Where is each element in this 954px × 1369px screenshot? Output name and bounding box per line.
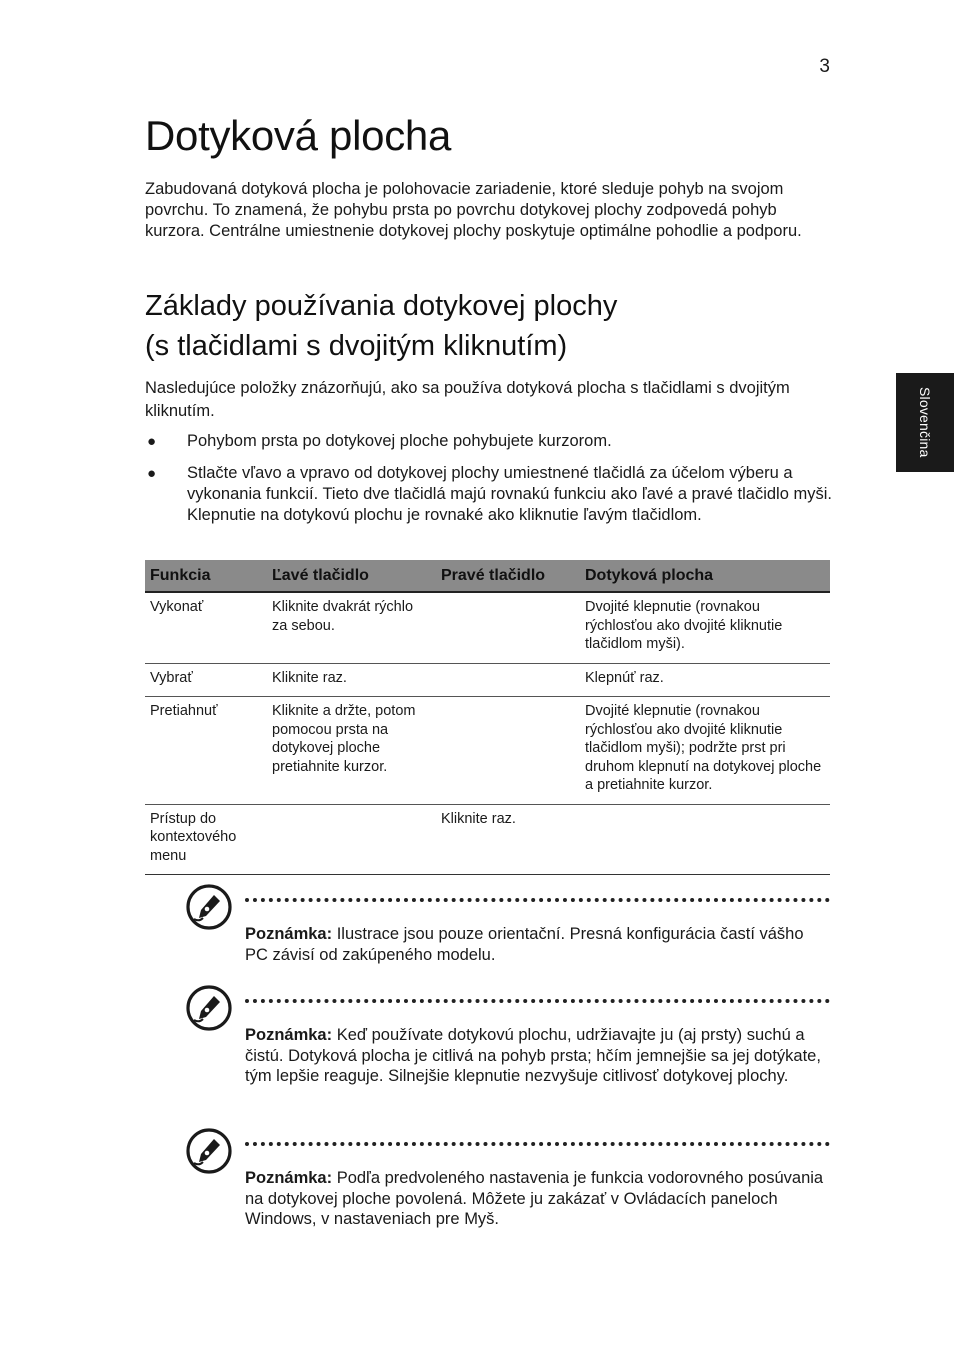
bullet-item (145, 463, 835, 526)
table-cell: Prístup do kontextového menu (145, 804, 267, 875)
note-body: Podľa predvoleného nastavenia je funkcia vodorovného posúvania na dotykovej ploche povolená. Môžete ju zakázať v Ovládacích paneloch Windows, v nastaveniach pre Myš. (245, 1169, 824, 1228)
table-cell: Kliknite raz. (436, 804, 580, 875)
table-header-cell: Pravé tlačidlo (436, 560, 580, 592)
table-row (145, 592, 830, 663)
note-text (245, 1025, 830, 1087)
table-row (145, 663, 830, 697)
table-cell (580, 804, 830, 875)
table-cell: Kliknite a držte, potom pomocou prsta na dotykovej ploche pretiahnite kurzor. (267, 697, 436, 805)
bullet-list (145, 431, 835, 537)
table-cell: Vybrať (145, 663, 267, 697)
table-cell: Klepnúť raz. (580, 663, 830, 697)
table-header-cell: Dotyková plocha (580, 560, 830, 592)
note-pen-icon (185, 984, 233, 1032)
table-cell: Kliknite dvakrát rýchlo za sebou. (267, 592, 436, 663)
bullet-dot-icon: ● (147, 433, 157, 450)
note-label: Poznámka: (245, 925, 333, 943)
intro-paragraph: Zabudovaná dotyková plocha je polohovacie zariadenie, ktoré sleduje pohyb na svojom povrchu. To znamená, že pohybu prsta po povrchu dotykovej plochy zodpovedá pohyb kurzora. Centrálne umiestnenie dotykovej plochy poskytuje optimálne pohodlie a podporu. (145, 180, 802, 240)
section-heading (145, 286, 617, 366)
table-header-cell: Funkcia (145, 560, 267, 592)
section-heading-line-2: (s tlačidlami s dvojitým kliknutím) (145, 330, 568, 362)
note-pen-icon (185, 883, 233, 931)
note-label: Poznámka: (245, 1169, 333, 1187)
table-header-cell: Ľavé tlačidlo (267, 560, 436, 592)
table-cell (436, 663, 580, 697)
note-body: Keď používate dotykovú plochu, udržiavajte ju (aj prsty) suchú a čistú. Dotyková plocha je citlivá na pohyb prsta; hčím jemnejšie sa jej dotýkate, tým lepšie reaguje. Silnejšie klepnutie nezvyšuje citlivosť dotykovej plochy. (245, 1026, 821, 1085)
note-label: Poznámka: (245, 1026, 333, 1044)
language-side-tab (896, 373, 954, 472)
note-dotted-rule (245, 999, 830, 1003)
note-text (245, 1168, 830, 1230)
page-title: Dotyková plocha (145, 112, 452, 159)
table-cell: Pretiahnuť (145, 697, 267, 805)
table-cell: Dvojité klepnutie (rovnakou rýchlosťou ako dvojité kliknutie tlačidlom myši); podržte prst pri druhom klepnutí na dotykovej ploche a pretiahnite kurzor. (580, 697, 830, 805)
bullet-dot-icon: ● (147, 465, 157, 482)
bullet-text: Stlačte vľavo a vpravo od dotykovej plochy umiestnené tlačidlá za účelom výberu a vykonania funkcií. Tieto dve tlačidlá majú rovnakú funkciu ako ľavé a pravé tlačidlo myši. Klepnutie na dotykovú plochu je rovnaké ako kliknutie ľavým tlačidlom. (187, 464, 832, 524)
note-dotted-rule (245, 898, 830, 902)
page-number: 3 (819, 56, 830, 77)
bullet-text: Pohybom prsta po dotykovej ploche pohybujete kurzorom. (187, 432, 612, 450)
note-body: Ilustrace jsou pouze orientační. Presná konfigurácia častí vášho PC závisí od zakúpeného modelu. (245, 925, 804, 964)
table-cell: Kliknite raz. (267, 663, 436, 697)
table-header-row (145, 560, 830, 592)
section-heading-line-1: Základy používania dotykovej plochy (145, 290, 618, 322)
table-cell: Vykonať (145, 592, 267, 663)
section-lead-paragraph: Nasledujúce položky znázorňujú, ako sa používa dotyková plocha s tlačidlami s dvojitým kliknutím. (145, 379, 790, 420)
bullet-item (145, 431, 835, 452)
table-cell (267, 804, 436, 875)
note-pen-icon (185, 1127, 233, 1175)
language-side-tab-label: Slovenčina (917, 387, 933, 458)
table-row (145, 804, 830, 875)
note-dotted-rule (245, 1142, 830, 1146)
note-text (245, 924, 830, 965)
table-cell (436, 592, 580, 663)
table-cell (436, 697, 580, 805)
table-row (145, 697, 830, 805)
touchpad-function-table (145, 560, 830, 875)
table-cell: Dvojité klepnutie (rovnakou rýchlosťou ako dvojité kliknutie tlačidlom myši). (580, 592, 830, 663)
